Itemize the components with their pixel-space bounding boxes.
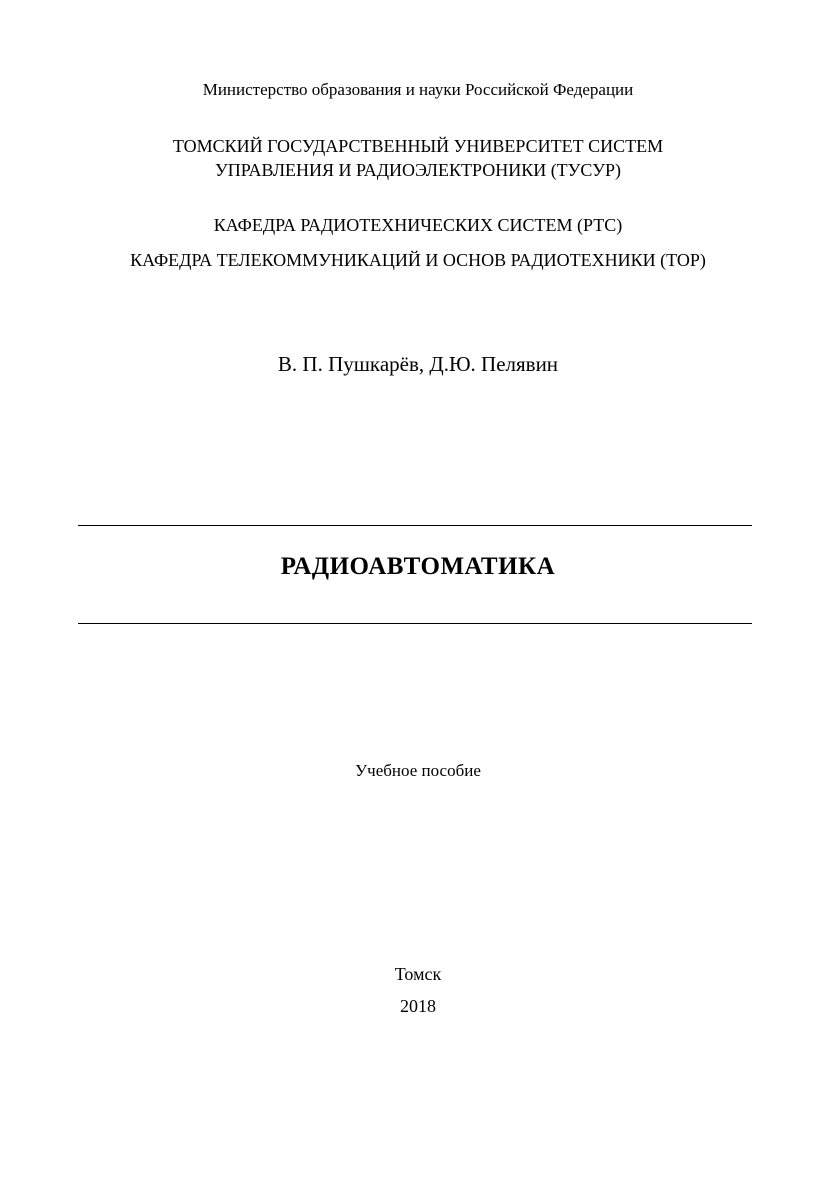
university-name-line-1: ТОМСКИЙ ГОСУДАРСТВЕННЫЙ УНИВЕРСИТЕТ СИСТЕМ (172, 136, 664, 156)
title-top-rule (78, 525, 752, 526)
publication-year: 2018 (400, 996, 436, 1016)
university-name-line-2: УПРАВЛЕНИЯ И РАДИОЭЛЕКТРОНИКИ (ТУСУР) (215, 160, 621, 180)
authors: В. П. Пушкарёв, Д.Ю. Пелявин (277, 352, 559, 376)
document-title: РАДИОАВТОМАТИКА (280, 553, 556, 580)
department-rts: КАФЕДРА РАДИОТЕХНИЧЕСКИХ СИСТЕМ (РТС) (213, 215, 623, 235)
title-bottom-rule (78, 623, 752, 624)
department-tor: КАФЕДРА ТЕЛЕКОММУНИКАЦИЙ И ОСНОВ РАДИОТЕХНИКИ (ТОР) (130, 250, 706, 270)
document-type: Учебное пособие (355, 761, 481, 780)
publication-city: Томск (394, 964, 442, 984)
ministry-name: Министерство образования и науки Российской Федерации (202, 80, 634, 99)
